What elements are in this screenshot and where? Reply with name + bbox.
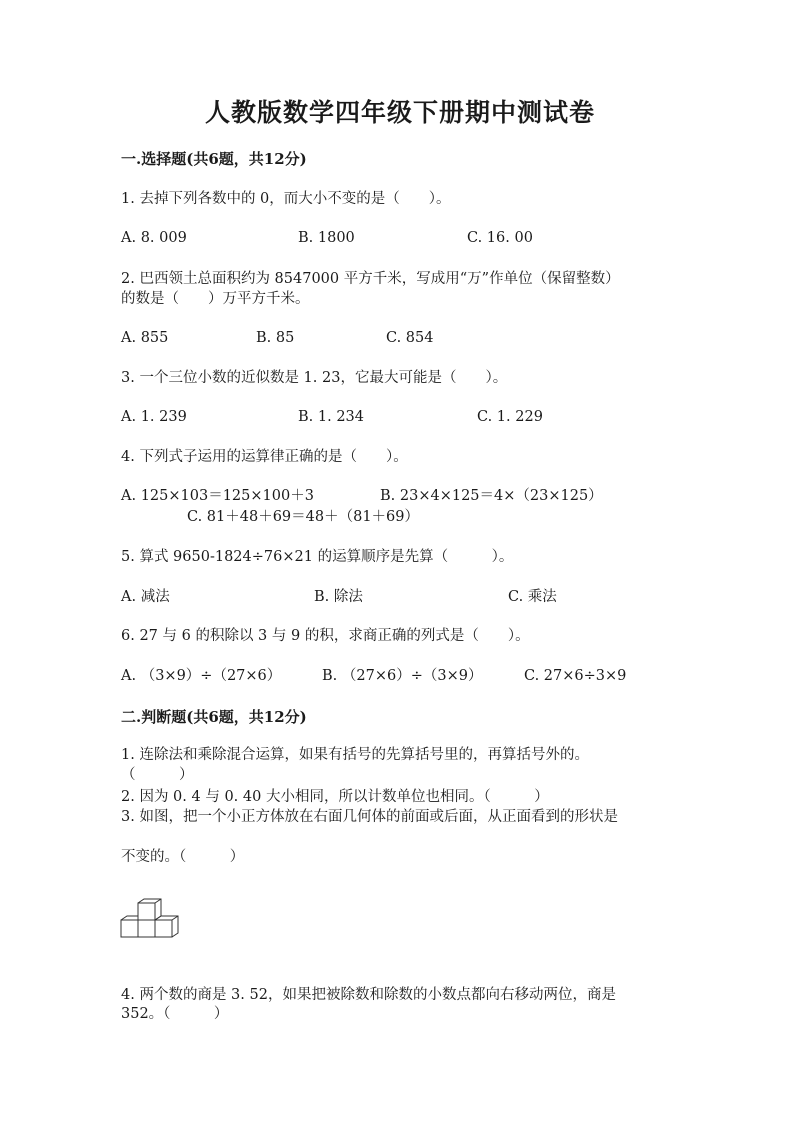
q5-stem: 5. 算式 9650-1824÷76×21 的运算顺序是先算（ ）。 [121,549,514,565]
tf3-line2: 不变的。（ ） [121,849,245,865]
q4-option-a: A. 125×103＝125×100＋3 [121,488,314,504]
tf1-line2: （ ） [121,767,194,783]
q5-option-b: B. 除法 [314,589,363,605]
q6-option-b: B. （27×6）÷（3×9） [322,668,483,684]
q4-option-b: B. 23×4×125＝4×（23×125） [380,488,603,504]
q2-stem-line2: 的数是（ ）万平方千米。 [121,291,310,307]
q2-option-b: B. 85 [256,330,295,346]
q5-option-c: C. 乘法 [508,589,557,605]
tf3-line1: 3. 如图，把一个小正方体放在右面几何体的前面或后面，从正面看到的形状是 [121,809,618,825]
tf4-line1: 4. 两个数的商是 3. 52，如果把被除数和除数的小数点都向右移动两位，商是 [121,987,616,1003]
q5-option-a: A. 减法 [121,589,170,605]
q4-option-c: C. 81＋48＋69＝48＋（81＋69） [187,509,419,525]
q1-option-c: C. 16. 00 [467,230,533,246]
q4-stem: 4. 下列式子运用的运算律正确的是（ ）。 [121,449,408,465]
q2-option-c: C. 854 [386,330,434,346]
page-title: 人教版数学四年级下册期中测试卷 [204,98,595,127]
q6-option-c: C. 27×6÷3×9 [524,668,627,684]
section1-heading: 一.选择题(共6题，共12分) [121,150,307,168]
q1-option-b: B. 1800 [298,230,355,246]
q1-option-a: A. 8. 009 [121,230,187,246]
section2-heading: 二.判断题(共6题，共12分) [121,708,307,726]
q6-option-a: A. （3×9）÷（27×6） [121,668,282,684]
q3-option-b: B. 1. 234 [298,409,364,425]
q1-stem: 1. 去掉下列各数中的 0，而大小不变的是（ ）。 [121,191,451,207]
q2-stem-line1: 2. 巴西领土总面积约为 8547000 平方千米，写成用“万”作单位（保留整数） [121,271,620,287]
cube-stack-figure [120,898,184,942]
tf1-line1: 1. 连除法和乘除混合运算，如果有括号的先算括号里的，再算括号外的。 [121,747,589,763]
q3-option-a: A. 1. 239 [121,409,187,425]
tf4-line2: 352。（ ） [121,1006,229,1022]
q3-stem: 3. 一个三位小数的近似数是 1. 23，它最大可能是（ ）。 [121,370,508,386]
tf2-line1: 2. 因为 0. 4 与 0. 40 大小相同，所以计数单位也相同。（ ） [121,789,549,805]
q2-option-a: A. 855 [121,330,169,346]
q6-stem: 6. 27 与 6 的积除以 3 与 9 的积，求商正确的列式是（ ）。 [121,628,530,644]
q3-option-c: C. 1. 229 [477,409,543,425]
